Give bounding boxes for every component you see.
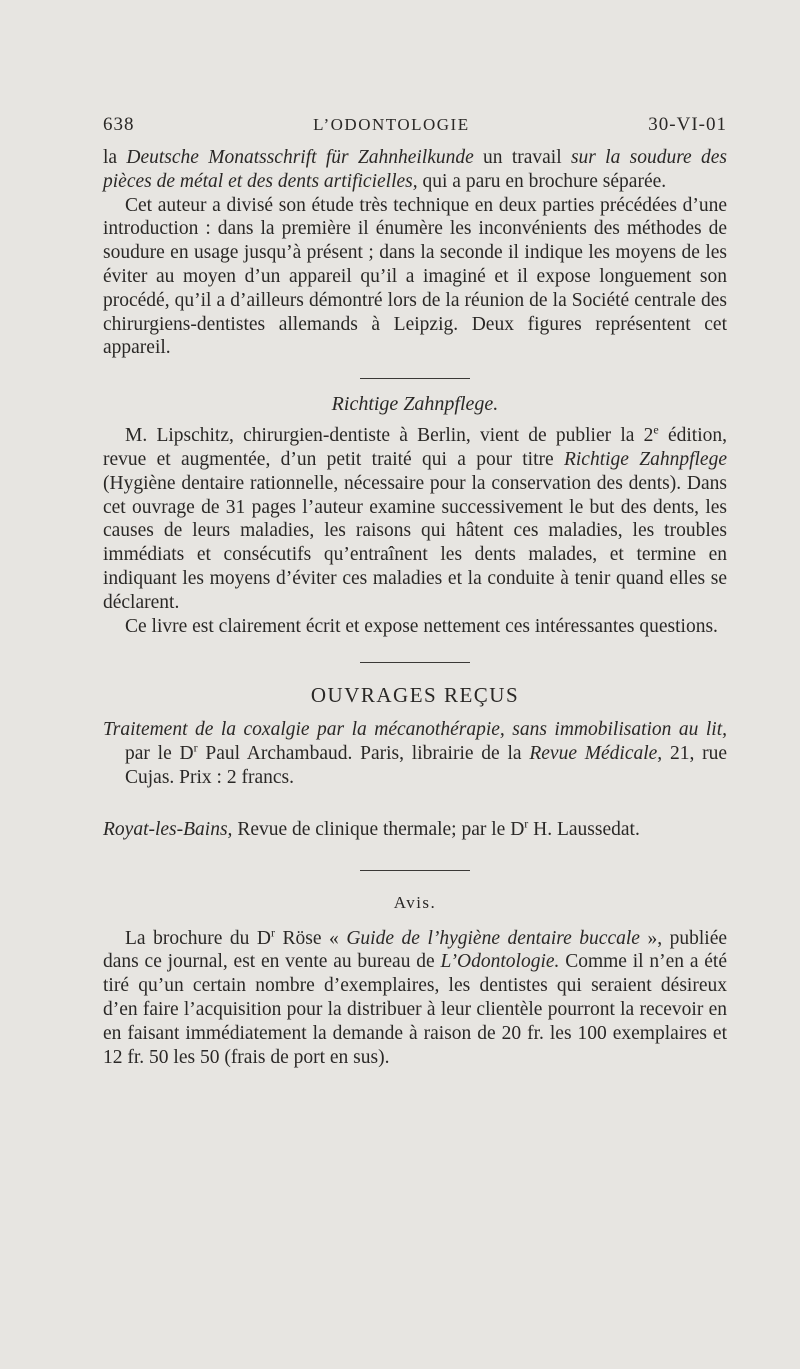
paragraph-auteur: Cet auteur a divisé son étude très technique en deux parties précédées d’une introduction : dans la première il énumère les inconvénients des méthodes de soudure en usage jusqu’à présent ; dans la seconde il indique les moyens de les éviter au moyen d’un appareil qu’il a imaginé et il expose longuement son procédé, qu’il a d’ailleurs démontré lors de la réunion de la Société centrale des chirurgiens-dentistes allemands à Leipzig. Deux figures représentent cet appareil.	[103, 194, 727, 359]
paragraph-lipschitz	[103, 424, 727, 614]
page-content	[103, 114, 727, 1069]
entry-laussedat	[103, 818, 727, 842]
section-divider	[360, 870, 470, 871]
page-number: 638	[103, 114, 135, 135]
book-title: Traitement de la coxalgie par la mécanothérapie, sans immobilisation au lit,	[103, 719, 727, 741]
text: un travail	[473, 147, 571, 168]
text: H. Laussedat.	[528, 818, 640, 840]
text: Revue de clinique thermale; par le D	[232, 818, 525, 840]
issue-date: 30-VI-01	[648, 114, 727, 135]
superscript: r	[524, 816, 529, 831]
superscript: e	[653, 422, 659, 437]
text: édition, revue et augmentée, d’un petit traité qui a pour titre	[103, 425, 727, 470]
section-heading-richtige-zahnpflege: Richtige Zahnpflege.	[331, 393, 499, 416]
book-title: Royat-les-Bains,	[103, 818, 233, 840]
text: (Hygiène dentaire rationnelle, nécessaire pour la conservation des dents). Dans cet ouvrage de 31 pages l’auteur examine successivement le but des dents, les causes de leurs maladies, les raisons qui hâtent ces maladies, les troubles immédiats et consécutifs qu’entraînent les dents malades, et termine en indiquant les moyens d’éviter ces maladies et la conduite à tenir quand elles se déclarent.	[103, 472, 727, 613]
section-heading-avis: Avis.	[393, 892, 437, 912]
brochure-title: Guide de l’hygiène dentaire buccale	[346, 927, 640, 949]
paragraph-soudure	[103, 146, 727, 194]
section-divider	[360, 662, 470, 663]
journal-name: Deutsche Monatsschrift für Zahnheilkunde	[126, 147, 474, 168]
paragraph-livre: Ce livre est clairement écrit et expose nettement ces intéressantes questions.	[125, 615, 718, 637]
superscript: r	[193, 740, 198, 755]
text: M. Lipschitz, chirurgien-dentiste à Berlin, vient de publier la 2	[125, 425, 654, 447]
running-header	[103, 114, 727, 146]
text: la	[103, 147, 127, 168]
section-heading-ouvrages-recus: OUVRAGES REÇUS	[310, 683, 520, 708]
text: Paul Archambaud. Paris, librairie de la	[197, 743, 530, 765]
section-divider	[360, 378, 470, 379]
text: par le D	[125, 743, 194, 765]
entry-archambaud	[103, 718, 727, 789]
text: Comme il n’en a été tiré qu’un certain nombre d’exemplaires, les dentistes qui seraient désireux d’en faire l’acquisition pour la distribuer à leur clientèle pourront la recevoir en en faisant immédiatement la demande à raison de 20 fr. les 100 exemplaires et 12 fr. 50 les 50 (frais de port en sus).	[103, 951, 727, 1068]
text: 21, rue Cujas. Prix : 2 francs.	[125, 743, 728, 788]
text: Röse «	[275, 927, 347, 949]
superscript: r	[271, 925, 276, 940]
text: La brochure du D	[125, 927, 272, 949]
text: qui a paru en brochure séparée.	[417, 170, 667, 192]
publisher-name: Revue Médicale,	[529, 743, 663, 765]
article-title: sur la soudure des pièces de métal et des dents artificielles,	[103, 147, 727, 192]
book-title: Richtige Zahnpflege	[563, 448, 727, 470]
journal-name: L’Odontologie.	[440, 951, 560, 973]
paragraph-avis	[103, 927, 727, 1070]
journal-title: L’ODONTOLOGIE	[313, 115, 470, 134]
text: », publiée dans ce journal, est en vente au bureau de	[103, 927, 728, 973]
